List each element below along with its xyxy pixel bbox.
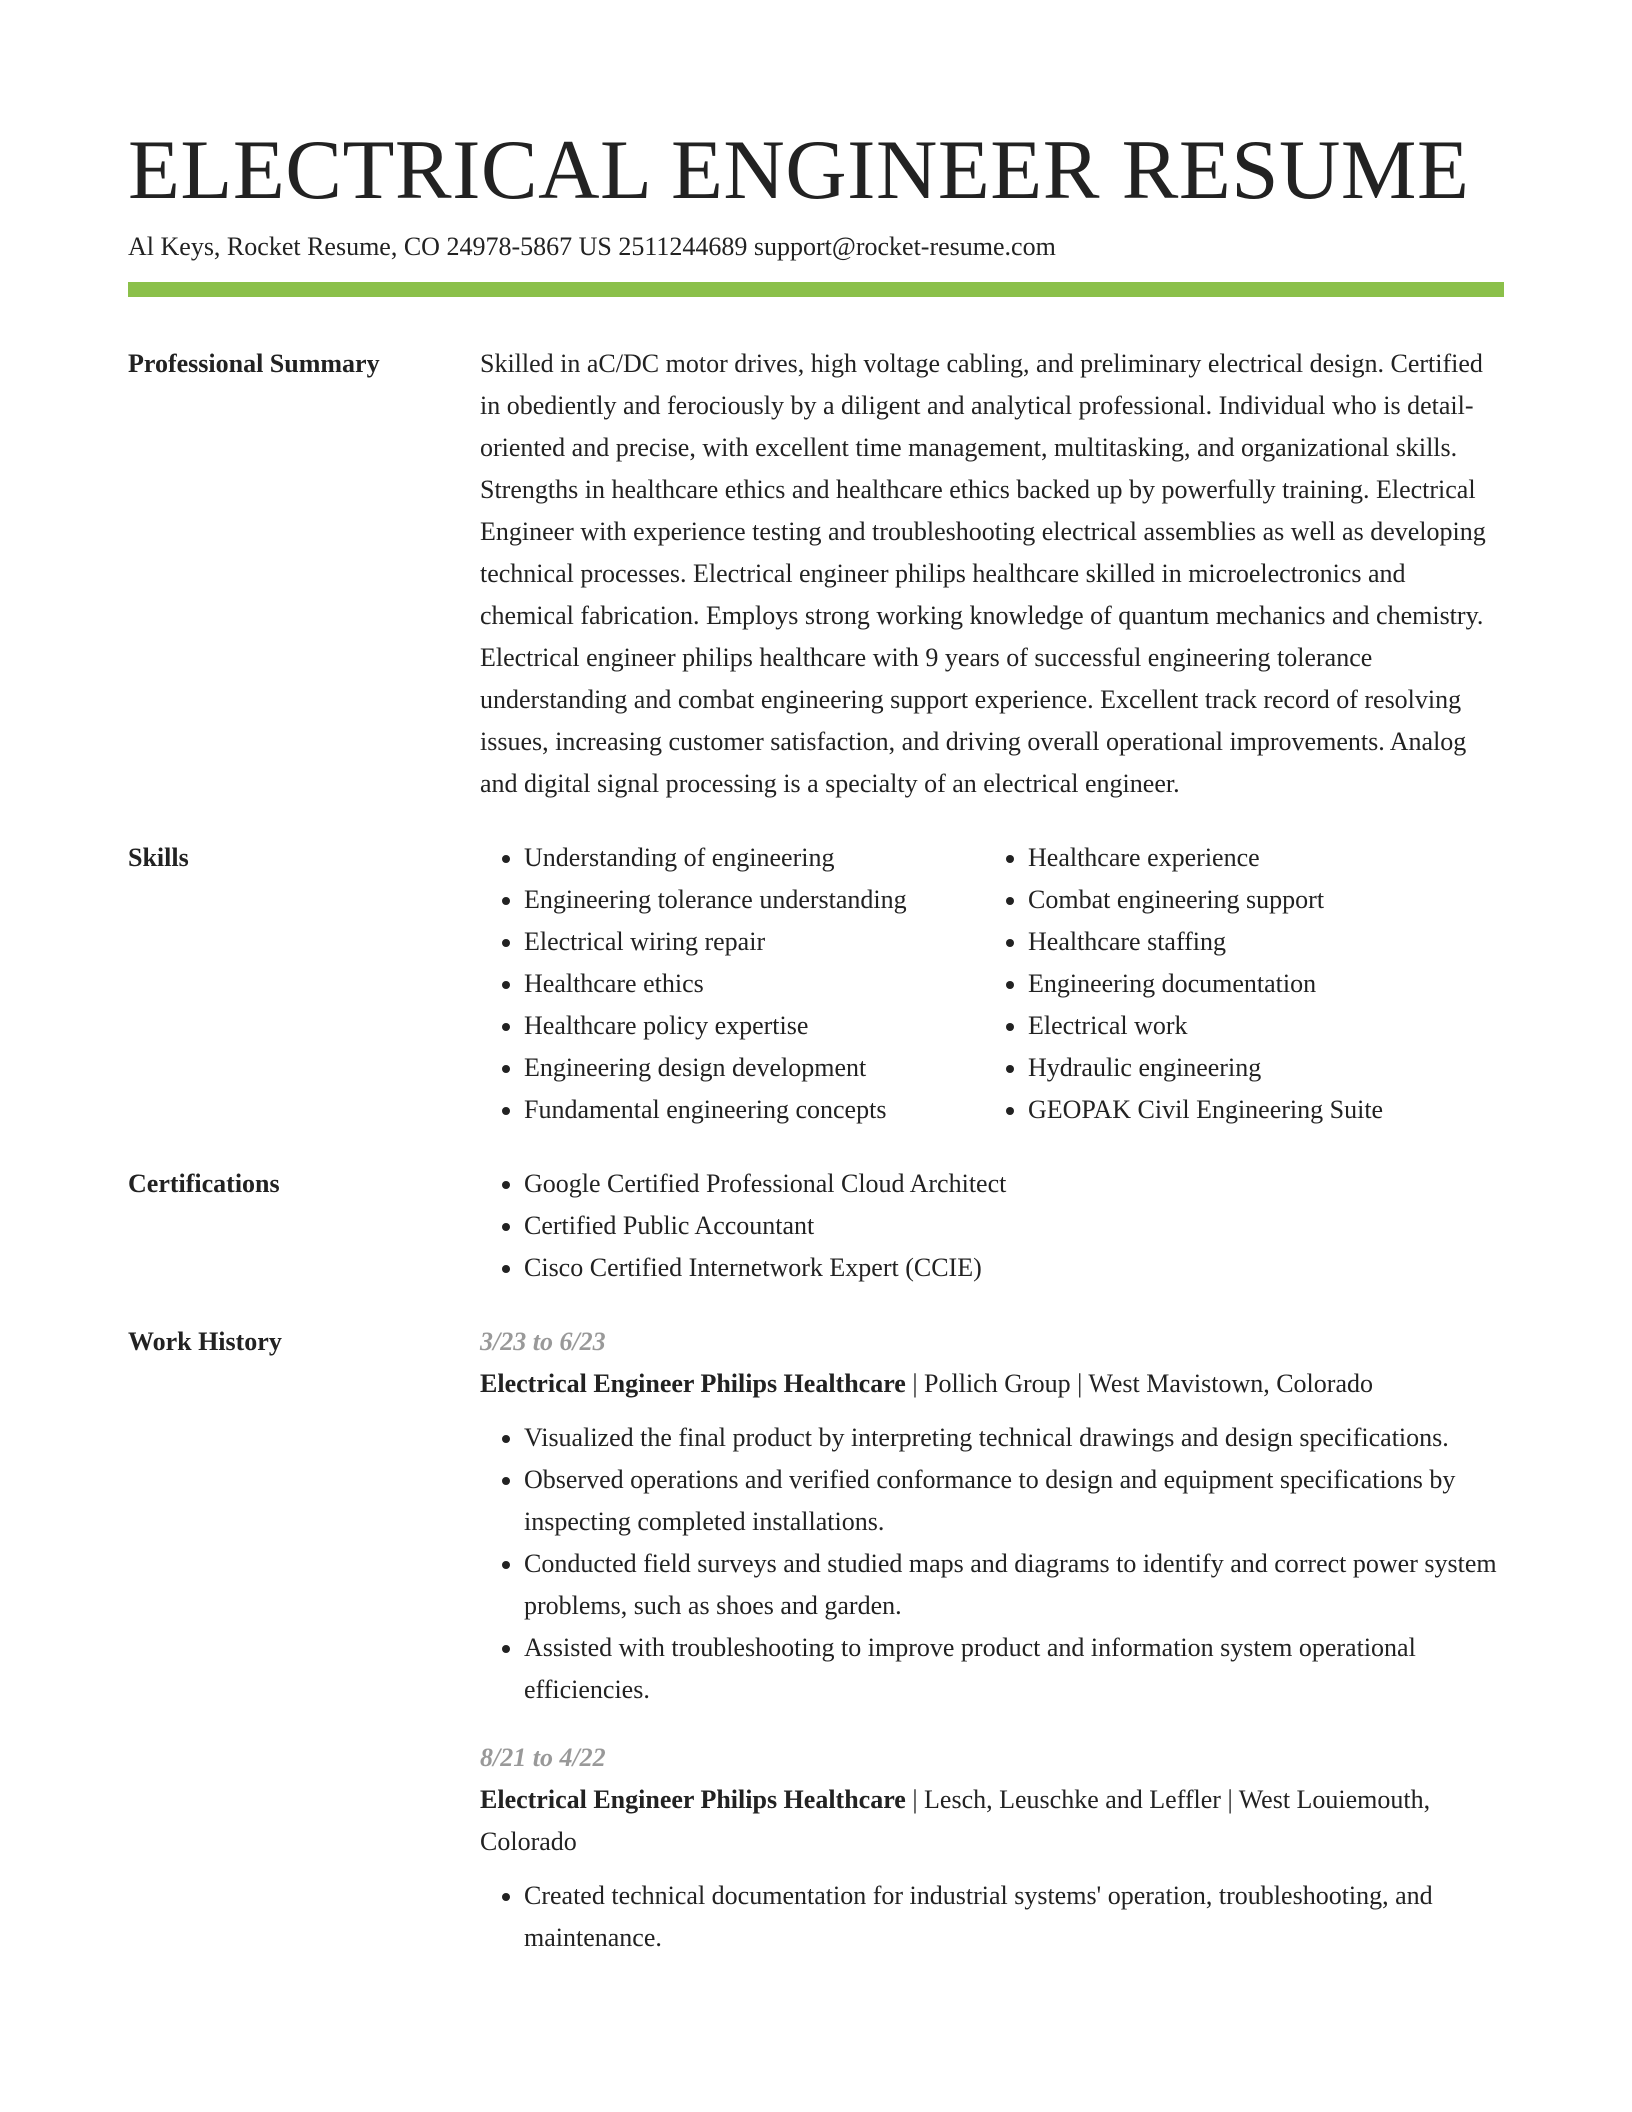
section-professional-summary bbox=[128, 343, 1504, 805]
skill-item: • Healthcare staffing bbox=[1028, 921, 1488, 963]
skills-list-right bbox=[984, 837, 1488, 1131]
section-body bbox=[480, 1163, 1504, 1289]
job-bullet: • Visualized the final product by interpreting technical drawings and design specifications. bbox=[524, 1417, 1504, 1459]
skill-item: • Healthcare experience bbox=[1028, 837, 1488, 879]
skill-item: • Engineering tolerance understanding bbox=[524, 879, 984, 921]
job-bullet: • Conducted field surveys and studied maps and diagrams to identify and correct power system problems, such as shoes and garden. bbox=[524, 1543, 1504, 1627]
certification-item: • Cisco Certified Internetwork Expert (CCIE) bbox=[524, 1247, 1504, 1289]
skill-item: • Healthcare ethics bbox=[524, 963, 984, 1005]
skill-item: • Healthcare policy expertise bbox=[524, 1005, 984, 1047]
job-employer-location: | Pollich Group | West Mavistown, Colorado bbox=[905, 1369, 1373, 1398]
skill-item: • Fundamental engineering concepts bbox=[524, 1089, 984, 1131]
section-certifications bbox=[128, 1163, 1504, 1289]
skill-item: • Hydraulic engineering bbox=[1028, 1047, 1488, 1089]
skill-item: • GEOPAK Civil Engineering Suite bbox=[1028, 1089, 1488, 1131]
header-divider bbox=[128, 282, 1504, 297]
job-responsibilities bbox=[480, 1875, 1504, 1959]
job-entry bbox=[480, 1321, 1504, 1711]
skills-list-left bbox=[480, 837, 984, 1131]
job-entry bbox=[480, 1737, 1504, 1959]
job-bullet: • Created technical documentation for industrial systems' operation, troubleshooting, and maintenance. bbox=[524, 1875, 1504, 1959]
section-skills bbox=[128, 837, 1504, 1131]
job-responsibilities bbox=[480, 1417, 1504, 1711]
section-body bbox=[480, 343, 1504, 805]
resume-page bbox=[128, 120, 1504, 1985]
skill-item: • Electrical wiring repair bbox=[524, 921, 984, 963]
summary-text: Skilled in aC/DC motor drives, high voltage cabling, and preliminary electrical design. Certified in obediently and ferociously by a diligent and analytical professional. Individual who is detail-oriented and precise, with excellent time management, multitasking, and organizational skills. Strengths in healthcare ethics and healthcare ethics backed up by powerfully training. Electrical Engineer with experience testing and troubleshooting electrical assemblies as well as developing technical processes. Electrical engineer philips healthcare skilled in microelectronics and chemical fabrication. Employs strong working knowledge of quantum mechanics and chemistry. Electrical engineer philips healthcare with 9 years of successful engineering tolerance understanding and combat engineering support experience. Excellent track record of resolving issues, increasing customer satisfaction, and driving overall operational improvements. Analog and digital signal processing is a specialty of an electrical engineer. bbox=[480, 349, 1486, 798]
job-employer-location: | Lesch, Leuschke and Leffler | West Louiemouth, Colorado bbox=[480, 1785, 1431, 1856]
job-date: 8/21 to 4/22 bbox=[480, 1743, 606, 1772]
skills-columns bbox=[480, 837, 1504, 1131]
resume-title: ELECTRICAL ENGINEER RESUME bbox=[128, 123, 1470, 217]
certification-item: • Certified Public Accountant bbox=[524, 1205, 1504, 1247]
certifications-list bbox=[480, 1163, 1504, 1289]
skill-item: • Understanding of engineering bbox=[524, 837, 984, 879]
job-heading bbox=[480, 1363, 1504, 1405]
certification-item: • Google Certified Professional Cloud Architect bbox=[524, 1163, 1504, 1205]
job-bullet: • Assisted with troubleshooting to improve product and information system operational efficiencies. bbox=[524, 1627, 1504, 1711]
section-label: Skills bbox=[128, 843, 189, 872]
job-title: Electrical Engineer Philips Healthcare bbox=[480, 1785, 906, 1814]
skill-item: • Engineering design development bbox=[524, 1047, 984, 1089]
job-date: 3/23 to 6/23 bbox=[480, 1327, 606, 1356]
section-label: Work History bbox=[128, 1327, 282, 1356]
skill-item: • Electrical work bbox=[1028, 1005, 1488, 1047]
job-heading bbox=[480, 1779, 1504, 1863]
job-title: Electrical Engineer Philips Healthcare bbox=[480, 1369, 906, 1398]
contact-line: Al Keys, Rocket Resume, CO 24978-5867 US 2511244689 support@rocket-resume.com bbox=[128, 232, 1056, 261]
section-label: Certifications bbox=[128, 1169, 280, 1198]
skill-item: • Engineering documentation bbox=[1028, 963, 1488, 1005]
section-label: Professional Summary bbox=[128, 349, 380, 378]
skill-item: • Combat engineering support bbox=[1028, 879, 1488, 921]
section-work-history bbox=[128, 1321, 1504, 1985]
section-body bbox=[480, 1321, 1504, 1985]
job-bullet: • Observed operations and verified conformance to design and equipment specifications by inspecting completed installations. bbox=[524, 1459, 1504, 1543]
